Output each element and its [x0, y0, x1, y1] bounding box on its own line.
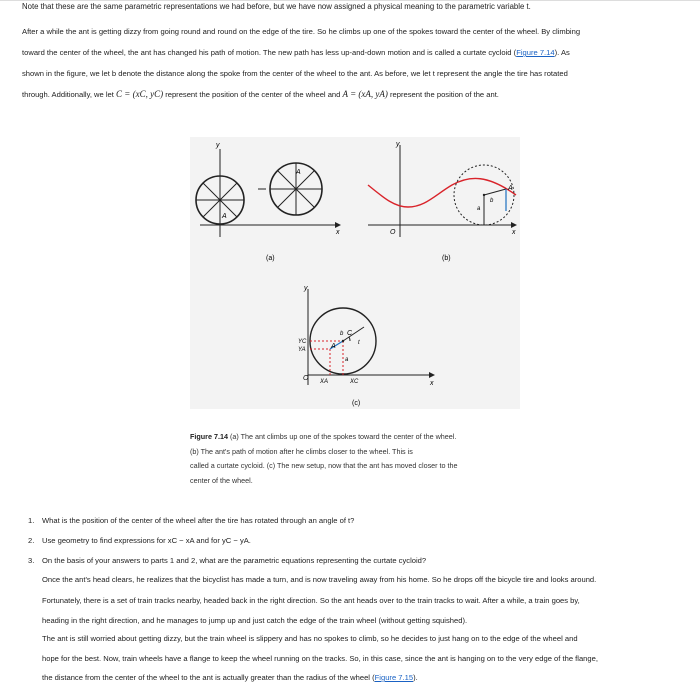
figure-7-14 — [190, 137, 520, 409]
panel-c-ant-label: A — [331, 343, 336, 350]
panel-b-y-label: y — [396, 141, 400, 148]
panel-b-ant-label: A — [508, 185, 513, 192]
intro-line-2: toward the center of the wheel, the ant has changed his path of motion. The new path has less up-and-down motion and is called a curtate cycloid (Figure 7.14). As — [22, 48, 570, 57]
panel-b-b-label: b — [490, 198, 494, 204]
ant-label-wheel-1: A — [222, 213, 227, 220]
panel-a — [196, 142, 340, 262]
caption-line-2: (b) The ant's path of motion after he climbs closer to the wheel. This is — [190, 446, 413, 456]
panel-c-center-label: C — [347, 330, 353, 337]
panel-b-origin-label: O — [390, 229, 396, 236]
panel-c-label: (c) — [352, 400, 361, 407]
intro-note: Note that these are the same parametric representations we had before, but we have now assigned a physical meaning to the parametric variable t. — [22, 2, 531, 11]
panel-c-xa-label: XA — [320, 379, 329, 385]
caption-line-4: center of the wheel. — [190, 475, 253, 485]
panel-a-x-label: x — [336, 229, 340, 236]
panel-b-spoke — [484, 189, 506, 195]
para2-line-3: the distance from the center of the wheel to the ant is actually greater than the radius of the wheel (Figure 7.15). — [42, 673, 418, 682]
para2-line-1: The ant is still worried about getting dizzy, but the train wheel is slippery and has no spokes to climb, so he decides to just hang on to the edge of the wheel and — [42, 634, 578, 643]
panel-c-a-label: a — [345, 357, 349, 363]
panel-c-b-label: b — [340, 331, 344, 337]
intro-line-4: through. Additionally, we let C = (xC, yC) represent the position of the center of the wheel and A = (xA, yA) represent the position of the ant. — [22, 89, 499, 99]
figure-7-15-link[interactable]: Figure 7.15 — [374, 673, 414, 682]
wheel-1 — [196, 176, 244, 224]
para1-line-3: heading in the right direction, and he manages to jump up and just catch the edge of the train wheel (without getting squished). — [42, 616, 468, 625]
ant-position-expr: A = (xA, yA) — [342, 89, 388, 99]
caption-line-1: Figure 7.14 (a) The ant climbs up one of the spokes toward the center of the wheel. — [190, 432, 457, 441]
panel-c-origin-label: O — [303, 375, 309, 382]
panel-c-x-label: x — [430, 380, 434, 387]
caption-line-3: called a curtate cycloid. (c) The new setup, now that the ant has moved closer to the — [190, 461, 458, 470]
figure-7-14-svg — [190, 137, 520, 409]
para1-line-1: Once the ant's head clears, he realizes that the bicyclist has made a turn, and is now traveling away from his home. So he drops off the bicycle tire and looks around. — [42, 575, 597, 584]
intro-line-3: shown in the figure, we let b denote the distance along the spoke from the center of the wheel to the ant. As before, we let t represent the angle the tire has rotated — [22, 69, 568, 78]
caption-lead: Figure 7.14 — [190, 432, 228, 441]
para2-line-2: hope for the best. Now, train wheels have a flange to keep the wheel running on the tracks. So, in this case, since the ant is hanging on to the very edge of the flange, — [42, 654, 598, 663]
para1-line-2: Fortunately, there is a set of train tracks nearby, headed back in the right direction. So the ant heads over to the train tracks to wait. After a while, a train goes by, — [42, 596, 580, 605]
panel-a-y-label: y — [216, 142, 220, 149]
panel-c-ya-label: YA — [298, 347, 306, 353]
panel-b — [368, 141, 516, 262]
panel-b-x-label: x — [512, 229, 516, 236]
top-divider — [0, 0, 700, 1]
panel-b-a-label: a — [477, 206, 481, 212]
panel-b-label: (b) — [442, 255, 451, 262]
ant-label-wheel-2: A — [296, 169, 301, 176]
intro-line-1: After a while the ant is getting dizzy from going round and round on the edge of the tire. So he climbs up one of the spokes toward the center of the wheel. By climbing — [22, 27, 581, 36]
panel-c-angle-label: t — [358, 340, 360, 346]
panel-a-label: (a) — [266, 255, 275, 262]
panel-c-y-label: y — [304, 285, 308, 292]
panel-c-xc-label: XC — [350, 379, 359, 385]
center-position-expr: C = (xC, yC) — [116, 89, 164, 99]
panel-c-yc-label: YC — [298, 339, 307, 345]
figure-caption — [190, 430, 530, 488]
panel-c — [298, 285, 434, 407]
figure-7-14-link[interactable]: Figure 7.14 — [516, 48, 555, 57]
